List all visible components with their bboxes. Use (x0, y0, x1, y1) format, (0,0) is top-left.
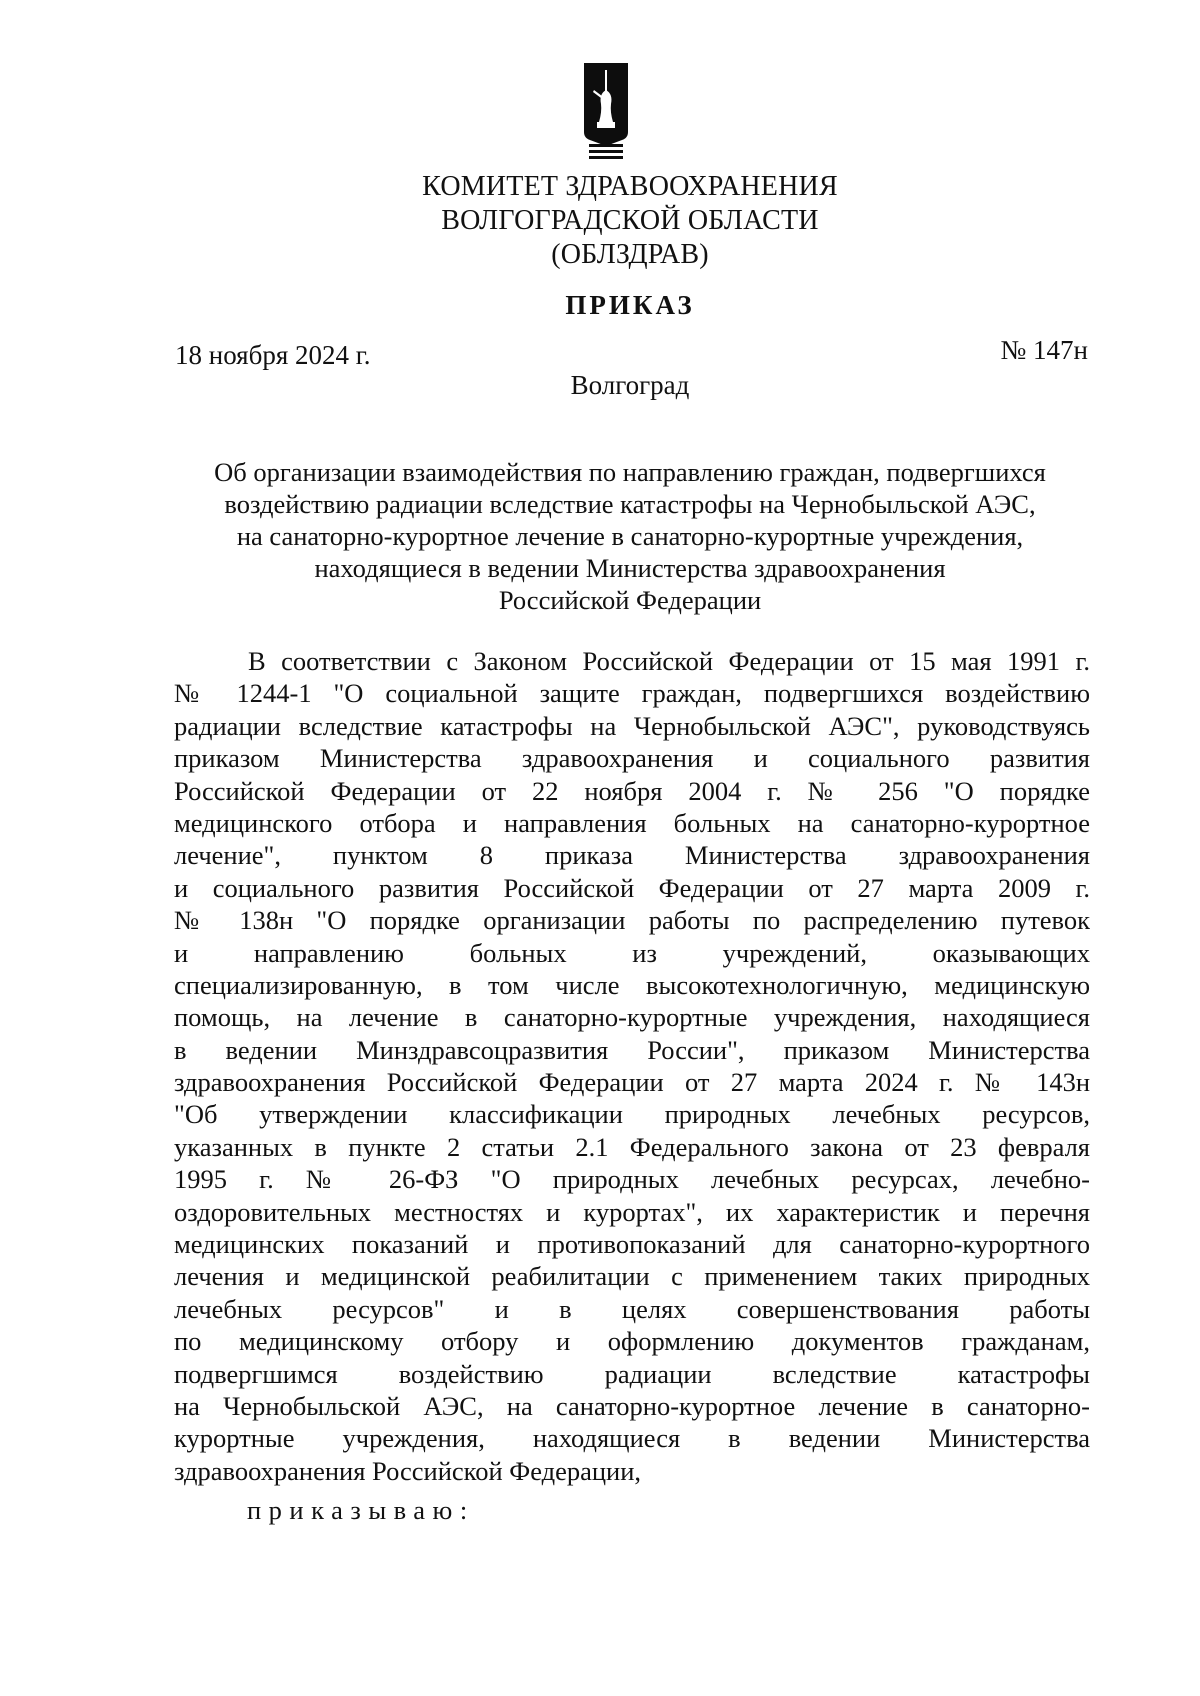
body-line: подвергшимся воздействию радиации вследствие катастрофы (174, 1358, 1090, 1389)
organization-name-line-2: ВОЛГОГРАДСКОЙ ОБЛАСТИ (441, 205, 819, 236)
subject-line: Об организации взаимодействия по направлению граждан, подвергшихся (214, 457, 1046, 487)
body-line: специализированную, в том числе высокотехнологичную, медицинскую (174, 969, 1090, 1000)
body-line: № 138н "О порядке организации работы по распределению путевок (174, 905, 1090, 936)
body-line: № 1244-1 "О социальной защите граждан, подвергшихся воздействию (174, 678, 1090, 709)
body-line: медицинских показаний и противопоказаний для санаторно-курортного (174, 1229, 1090, 1260)
body-line: радиации вследствие катастрофы на Чернобыльской АЭС", руководствуясь (174, 710, 1090, 741)
body-line: здравоохранения Российской Федерации от 27 марта 2024 г. № 143н (174, 1067, 1090, 1098)
document-type-title: ПРИКАЗ (565, 290, 695, 320)
volgograd-coat-of-arms-icon (583, 62, 629, 160)
body-line: помощь, на лечение в санаторно-курортные учреждения, находящиеся (174, 1002, 1090, 1033)
subject-line: Российской Федерации (498, 585, 762, 615)
body-line: Российской Федерации от 22 ноября 2004 г. № 256 "О порядке (174, 775, 1090, 806)
body-line: лечения и медицинской реабилитации с применением таких природных (174, 1261, 1090, 1292)
subject-line: находящиеся в ведении Министерства здравоохранения (314, 553, 946, 583)
document-date: 18 ноября 2024 г. (175, 340, 371, 370)
document-subject (0, 456, 1200, 616)
body-line: медицинского отбора и направления больных на санаторно-курортное (174, 807, 1090, 838)
document-number: № 147н (1000, 335, 1088, 365)
body-line: "Об утверждении классификации природных лечебных ресурсов, (174, 1099, 1090, 1130)
body-line: и направлению больных из учреждений, оказывающих (174, 937, 1090, 968)
body-line: и социального развития Российской Федерации от 27 марта 2009 г. (174, 872, 1090, 903)
body-line: по медицинскому отбору и оформлению документов гражданам, (174, 1326, 1090, 1357)
document-city: Волгоград (570, 370, 690, 400)
organization-short-name: (ОБЛЗДРАВ) (551, 239, 709, 270)
body-line: лечение", пунктом 8 приказа Министерства здравоохранения (174, 840, 1090, 871)
body-line: указанных в пункте 2 статьи 2.1 Федерального закона от 23 февраля (174, 1131, 1090, 1162)
body-line: 1995 г. № 26-ФЗ "О природных лечебных ресурсах, лечебно- (174, 1164, 1090, 1195)
subject-line: на санаторно-курортное лечение в санаторно-курортные учреждения, (236, 521, 1024, 551)
body-line: здравоохранения Российской Федерации, (174, 1455, 642, 1486)
body-line: В соответствии с Законом Российской Федерации от 15 мая 1991 г. (248, 646, 1090, 676)
body-line: лечебных ресурсов" и в целях совершенствования работы (174, 1293, 1090, 1324)
body-line: курортные учреждения, находящиеся в ведении Министерства (174, 1423, 1090, 1454)
body-line: в ведении Минздравсоцразвития России", приказом Министерства (174, 1034, 1090, 1065)
order-directive-word: приказываю: (247, 1495, 475, 1525)
document-body (174, 645, 1090, 1487)
body-line: оздоровительных местностях и курортах", их характеристик и перечня (174, 1196, 1090, 1227)
body-line: на Чернобыльской АЭС, на санаторно-курортное лечение в санаторно- (174, 1390, 1090, 1421)
body-line: приказом Министерства здравоохранения и социального развития (174, 743, 1090, 774)
subject-line: воздействию радиации вследствие катастрофы на Чернобыльской АЭС, (224, 489, 1036, 519)
organization-name-line-1: КОМИТЕТ ЗДРАВООХРАНЕНИЯ (422, 171, 838, 202)
